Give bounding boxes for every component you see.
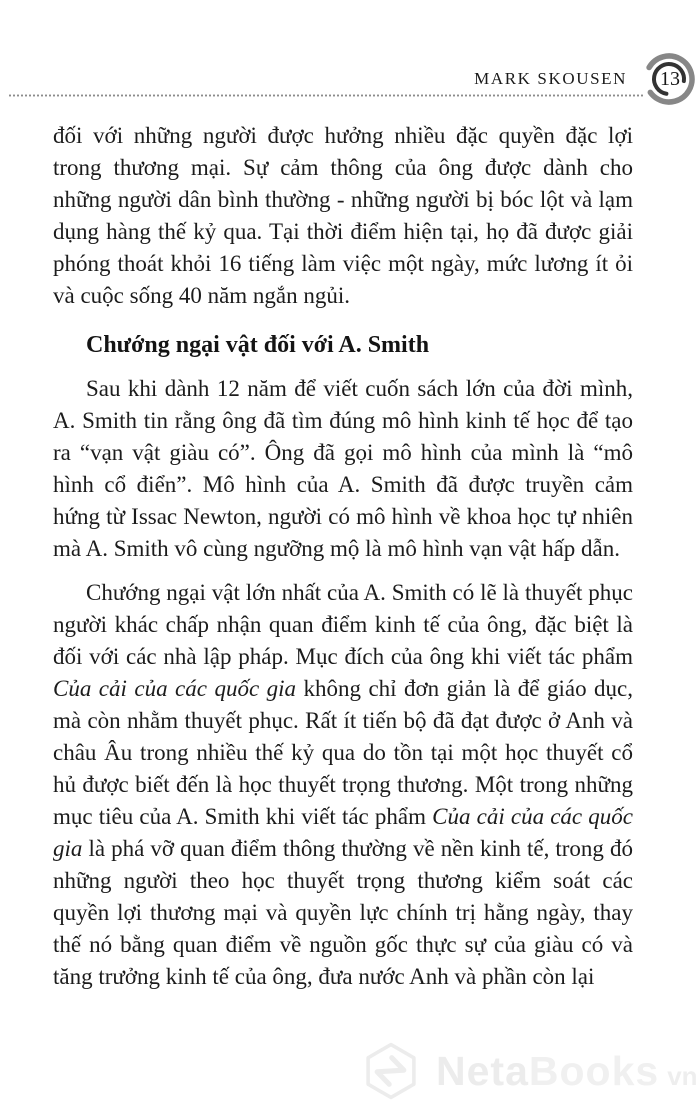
paragraph-text-run: Chướng ngại vật lớn nhất của A. Smith có lẽ là thuyết phục người khác chấp nhận quan điểm kinh tế của ông, đặc biệt là đối với các nhà lập pháp. Mục đích của ông khi viết tác phẩm xyxy=(53,580,633,669)
watermark-domain-vn: vn xyxy=(667,1060,698,1091)
book-title-italic: Của cải của các quốc gia xyxy=(53,676,297,701)
section-heading: Chướng ngại vật đối với A. Smith xyxy=(86,332,430,358)
watermark-brand-neta: Neta xyxy=(436,1047,529,1094)
paragraph-obstacle xyxy=(53,577,633,993)
book-title-italic: Của cải của các quốc gia xyxy=(53,804,633,861)
watermark-wordmark xyxy=(436,1048,698,1095)
page-number-badge xyxy=(642,52,696,106)
paragraph-text-run: là phá vỡ quan điểm thông thường về nền kinh tế, trong đó những người theo học thuyết trọng thương kiểm soát các quyền lợi thương mại và quyền lực chính trị hằng ngày, thay thế nó bằng quan điểm về nguồn gốc thực sự của giàu có và tăng trưởng kinh tế của ông, đưa nước Anh và phần còn lại xyxy=(53,836,633,989)
page-number: 13 xyxy=(660,67,680,90)
paragraph-continuation: đối với những người được hưởng nhiều đặc quyền đặc lợi trong thương mại. Sự cảm thông của ông được dành cho những người dân bình thường - những người bị bóc lột và lạm dụng hàng thế kỷ qua. Tại thời điểm hiện tại, họ đã được giải phóng thoát khỏi 16 tiếng làm việc một ngày, mức lương ít ỏi và cuộc sống 40 năm ngắn ngủi. xyxy=(53,123,633,308)
running-header-title: MARK SKOUSEN xyxy=(474,69,627,88)
paragraph-text-run: không chỉ đơn giản là để giáo dục, mà còn nhằm thuyết phục. Rất ít tiến bộ đã đạt được ở Anh và châu Âu trong nhiều thế kỷ qua do tồn tại một học thuyết cổ hủ được biết đến là học thuyết trọng thương. Một trong những mục tiêu của A. Smith khi viết tác phẩm xyxy=(53,676,633,829)
paragraph-classical-model: Sau khi dành 12 năm để viết cuốn sách lớn của đời mình, A. Smith tin rằng ông đã tìm đúng mô hình kinh tế học để tạo ra “vạn vật giàu có”. Ông đã gọi mô hình của mình là “mô hình cổ điển”. Mô hình của A. Smith đã được truyền cảm hứng từ Issac Newton, người có mô hình về khoa học tự nhiên mà A. Smith vô cùng ngưỡng mộ là mô hình vạn vật hấp dẫn. xyxy=(53,376,633,561)
watermark-brand-books: Books xyxy=(528,1047,660,1094)
netabooks-watermark xyxy=(362,1042,698,1100)
netabooks-logo-icon xyxy=(362,1042,420,1100)
page-body xyxy=(53,120,633,1005)
header-divider-dotted-rule xyxy=(8,94,645,97)
